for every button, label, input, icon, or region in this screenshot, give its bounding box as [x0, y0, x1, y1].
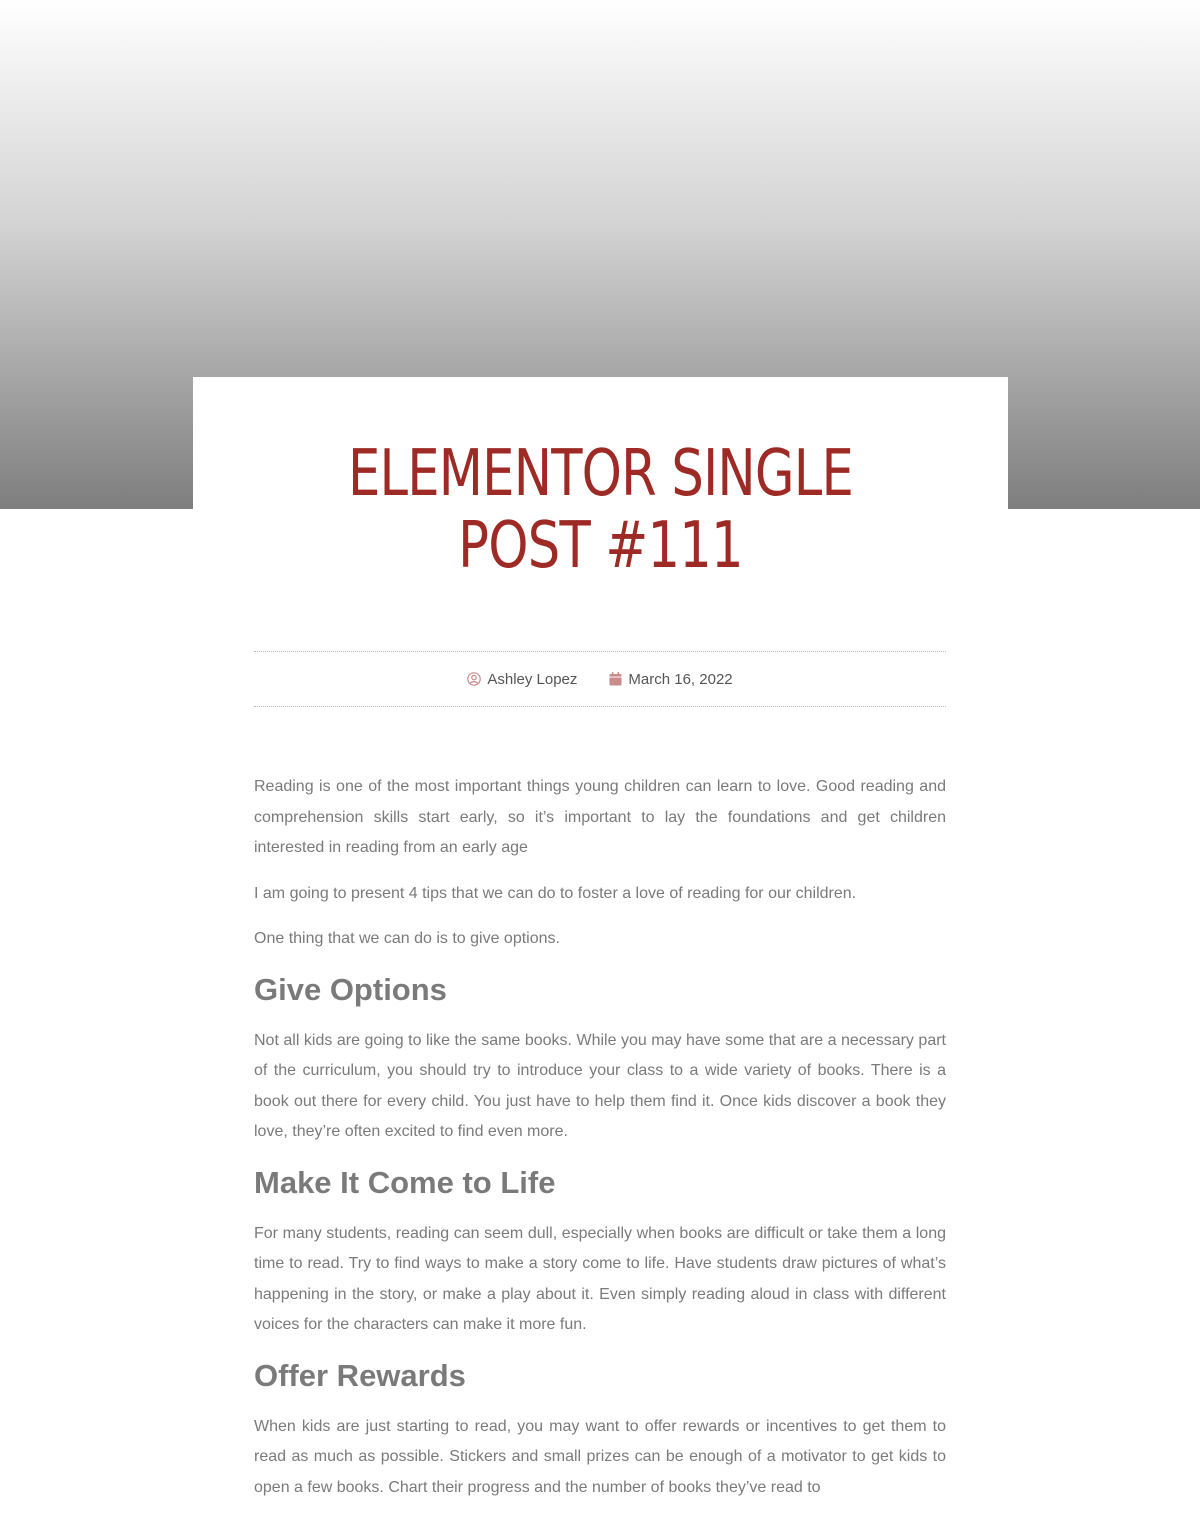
post-meta: [254, 651, 946, 707]
calendar-icon: [609, 672, 622, 686]
section-heading-make-it-come-to-life: Make It Come to Life: [254, 1164, 556, 1200]
author-meta[interactable]: [467, 671, 577, 688]
post-date[interactable]: March 16, 2022: [628, 670, 733, 688]
section-paragraph: Not all kids are going to like the same books. While you may have some that are a necessary part of the curriculum, you should try to introduce your class to a wide variety of books. There is a book out there for every child. You just have to help them find it. Once kids discover a book they love, they’re often excited to find even more.: [254, 1031, 946, 1140]
section-heading-offer-rewards: Offer Rewards: [254, 1357, 466, 1393]
post-title: ELEMENTOR SINGLE POST #111: [347, 437, 854, 583]
section-paragraph: When kids are just starting to read, you may want to offer rewards or incentives to get them to read as much as possible. Stickers and small prizes can be enough of a motivator to get kids to open a few books. Chart their progress and the number of books they’ve read to: [254, 1417, 946, 1496]
intro-paragraph: Reading is one of the most important things young children can learn to love. Good reading and comprehension skills start early, so it’s important to lay the foundations and get children interested in reading from an early age: [254, 778, 946, 856]
user-circle-icon: [467, 672, 481, 686]
post-content: [254, 772, 946, 1518]
date-meta[interactable]: [609, 671, 732, 688]
intro-paragraph: I am going to present 4 tips that we can do to foster a love of reading for our children.: [254, 884, 857, 902]
section-paragraph: For many students, reading can seem dull, especially when books are difficult or take them a long time to read. Try to find ways to make a story come to life. Have students draw pictures of what’s happening in the story, or make a play about it. Even simply reading aloud in class with different voices for the characters can make it more fun.: [254, 1224, 946, 1333]
author-name[interactable]: Ashley Lopez: [487, 670, 578, 688]
intro-paragraph: One thing that we can do is to give options.: [254, 930, 560, 947]
section-heading-give-options: Give Options: [254, 971, 447, 1007]
